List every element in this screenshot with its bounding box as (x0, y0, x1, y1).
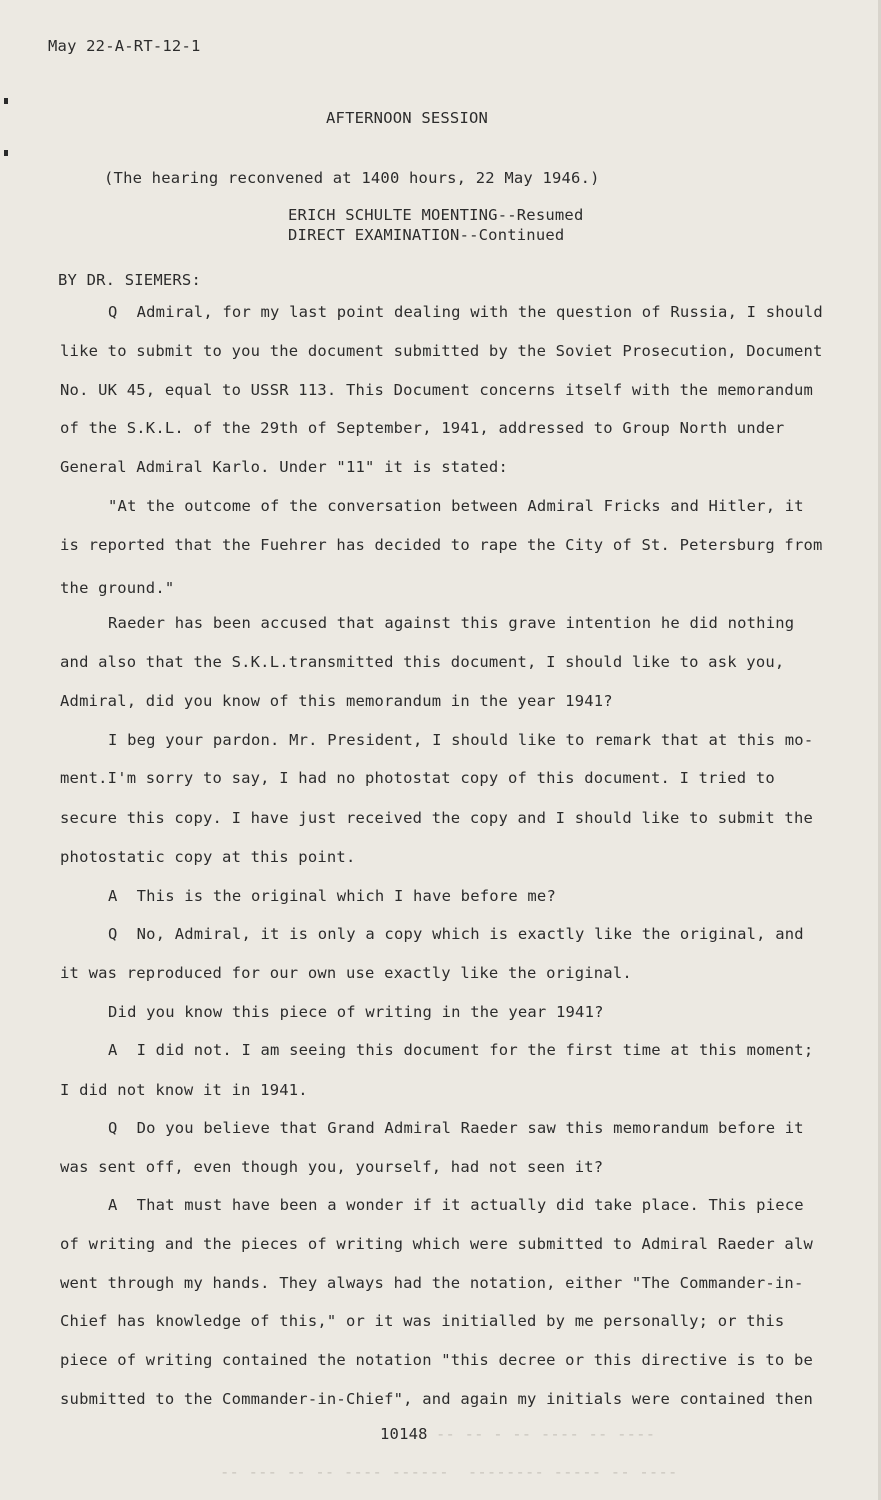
reconvene-note: (The hearing reconvened at 1400 hours, 22 May 1946.) (104, 169, 600, 187)
transcript-line: went through my hands. They always had the notation, either "The Commander-in- (60, 1274, 804, 1292)
transcript-line: is reported that the Fuehrer has decided to rape the City of St. Petersburg from (60, 536, 823, 554)
transcript-line: and also that the S.K.L.transmitted this document, I should like to ask you, (60, 653, 785, 671)
transcript-line: secure this copy. I have just received the copy and I should like to submit the (60, 809, 814, 827)
document-id: May 22-A-RT-12-1 (48, 37, 201, 55)
transcript-line: Chief has knowledge of this," or it was initialled by me personally; or this (60, 1312, 785, 1330)
transcript-line: the ground." (60, 579, 175, 597)
transcript-line: of writing and the pieces of writing which were submitted to Admiral Raeder alw (60, 1235, 814, 1253)
punch-mark-bottom (4, 150, 8, 156)
transcript-line: Q Do you believe that Grand Admiral Raeder saw this memorandum before it (108, 1119, 804, 1137)
transcript-line: Q Admiral, for my last point dealing with the question of Russia, I should (108, 303, 823, 321)
transcript-line: General Admiral Karlo. Under "11" it is stated: (60, 458, 508, 476)
transcript-line: I beg your pardon. Mr. President, I should like to remark that at this mo- (108, 731, 814, 749)
transcript-line: I did not know it in 1941. (60, 1081, 308, 1099)
transcript-line: "At the outcome of the conversation between Admiral Fricks and Hitler, it (108, 497, 804, 515)
page-number: 10148 (380, 1425, 428, 1443)
transcript-line: like to submit to you the document submitted by the Soviet Prosecution, Document (60, 342, 823, 360)
transcript-line: Q No, Admiral, it is only a copy which is exactly like the original, and (108, 925, 804, 943)
examination-status: DIRECT EXAMINATION--Continued (288, 226, 565, 244)
transcript-line: Admiral, did you know of this memorandum in the year 1941? (60, 692, 613, 710)
punch-mark-top (4, 98, 8, 104)
witness-name: ERICH SCHULTE MOENTING--Resumed (288, 206, 584, 224)
bleed-through-text: -- --- -- -- ---- ------ -------- ----- -- ---- (220, 1463, 678, 1481)
transcript-line: A This is the original which I have before me? (108, 887, 556, 905)
transcript-line: of the S.K.L. of the 29th of September, 1941, addressed to Group North under (60, 419, 785, 437)
examiner-heading: BY DR. SIEMERS: (58, 271, 201, 289)
bleed-through-text: -- -- - -- ---- -- ---- (436, 1425, 656, 1443)
transcript-line: Did you know this piece of writing in the year 1941? (108, 1003, 604, 1021)
transcript-line: piece of writing contained the notation "this decree or this directive is to be (60, 1351, 814, 1369)
transcript-line: A I did not. I am seeing this document for the first time at this moment; (108, 1041, 814, 1059)
transcript-line: A That must have been a wonder if it actually did take place. This piece (108, 1196, 804, 1214)
transcript-line: No. UK 45, equal to USSR 113. This Document concerns itself with the memorandum (60, 381, 814, 399)
transcript-line: Raeder has been accused that against this grave intention he did nothing (108, 614, 795, 632)
session-title: AFTERNOON SESSION (326, 109, 489, 127)
transcript-line: photostatic copy at this point. (60, 848, 356, 866)
transcript-line: was sent off, even though you, yourself, had not seen it? (60, 1158, 604, 1176)
transcript-line: ment.I'm sorry to say, I had no photostat copy of this document. I tried to (60, 769, 775, 787)
transcript-line: submitted to the Commander-in-Chief", and again my initials were contained then (60, 1390, 814, 1408)
transcript-line: it was reproduced for our own use exactly like the original. (60, 964, 632, 982)
